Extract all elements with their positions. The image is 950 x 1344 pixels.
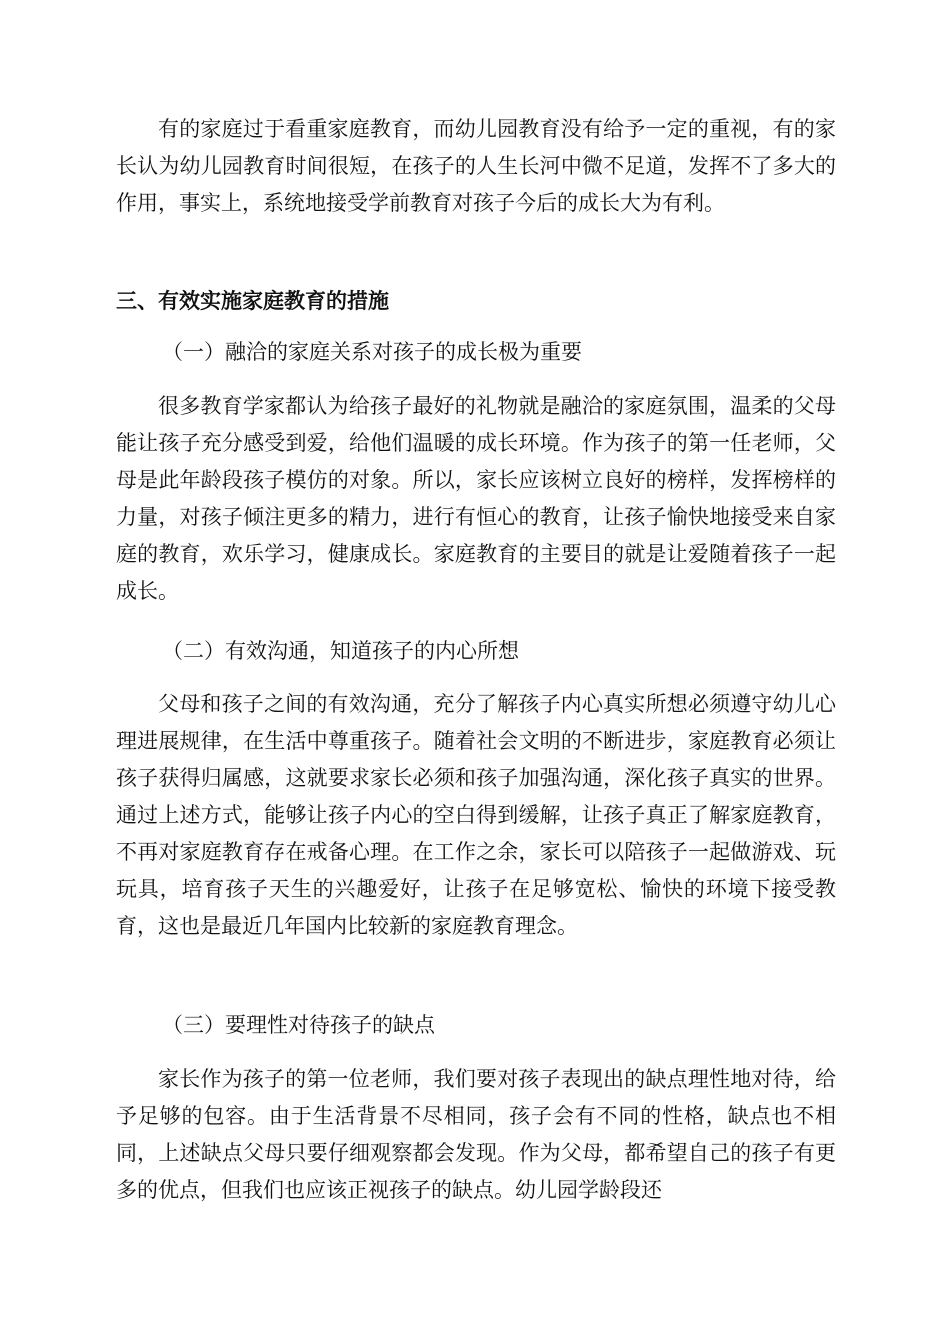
paragraph-harmonious-family: 很多教育学家都认为给孩子最好的礼物就是融洽的家庭氛围，温柔的父母能让孩子充分感受到爱，给他们温暖的成长环境。作为孩子的第一任老师，父母是此年龄段孩子模仿的对象。所以，家长应该树立良好的榜样，发挥榜样的力量，对孩子倾注更多的精力，进行有恒心的教育，让孩子愉快地接受来自家庭的教育，欢乐学习，健康成长。家庭教育的主要目的就是让爱随着孩子一起成长。 (116, 394, 836, 603)
subheading-rational-shortcomings: （三）要理性对待孩子的缺点 (162, 1013, 435, 1037)
paragraph-effective-communication: 父母和孩子之间的有效沟通，充分了解孩子内心真实所想必须遵守幼儿心理进展规律，在生活中尊重孩子。随着社会文明的不断进步，家庭教育必须让孩子获得归属感，这就要求家长必须和孩子加强沟通，深化孩子真实的世界。通过上述方式，能够让孩子内心的空白得到缓解，让孩子真正了解家庭教育，不再对家庭教育存在戒备心理。在工作之余，家长可以陪孩子一起做游戏、玩玩具，培育孩子天生的兴趣爱好，让孩子在足够宽松、愉快的环境下接受教育，这也是最近几年国内比较新的家庭教育理念。 (116, 692, 836, 938)
paragraph-preschool-importance: 有的家庭过于看重家庭教育，而幼儿园教育没有给予一定的重视，有的家长认为幼儿园教育时间很短，在孩子的人生长河中微不足道，发挥不了多大的作用，事实上，系统地接受学前教育对孩子今后的成长大为有利。 (116, 117, 836, 215)
subheading-effective-communication: （二）有效沟通，知道孩子的内心所想 (162, 639, 519, 663)
subheading-harmonious-family: （一）融洽的家庭关系对孩子的成长极为重要 (162, 340, 582, 364)
section-heading: 三、有效实施家庭教育的措施 (116, 289, 389, 313)
paragraph-rational-shortcomings: 家长作为孩子的第一位老师，我们要对孩子表现出的缺点理性地对待，给予足够的包容。由于生活背景不尽相同，孩子会有不同的性格，缺点也不相同，上述缺点父母只要仔细观察都会发现。作为父母，都希望自己的孩子有更多的优点，但我们也应该正视孩子的缺点。幼儿园学龄段还 (116, 1067, 836, 1202)
